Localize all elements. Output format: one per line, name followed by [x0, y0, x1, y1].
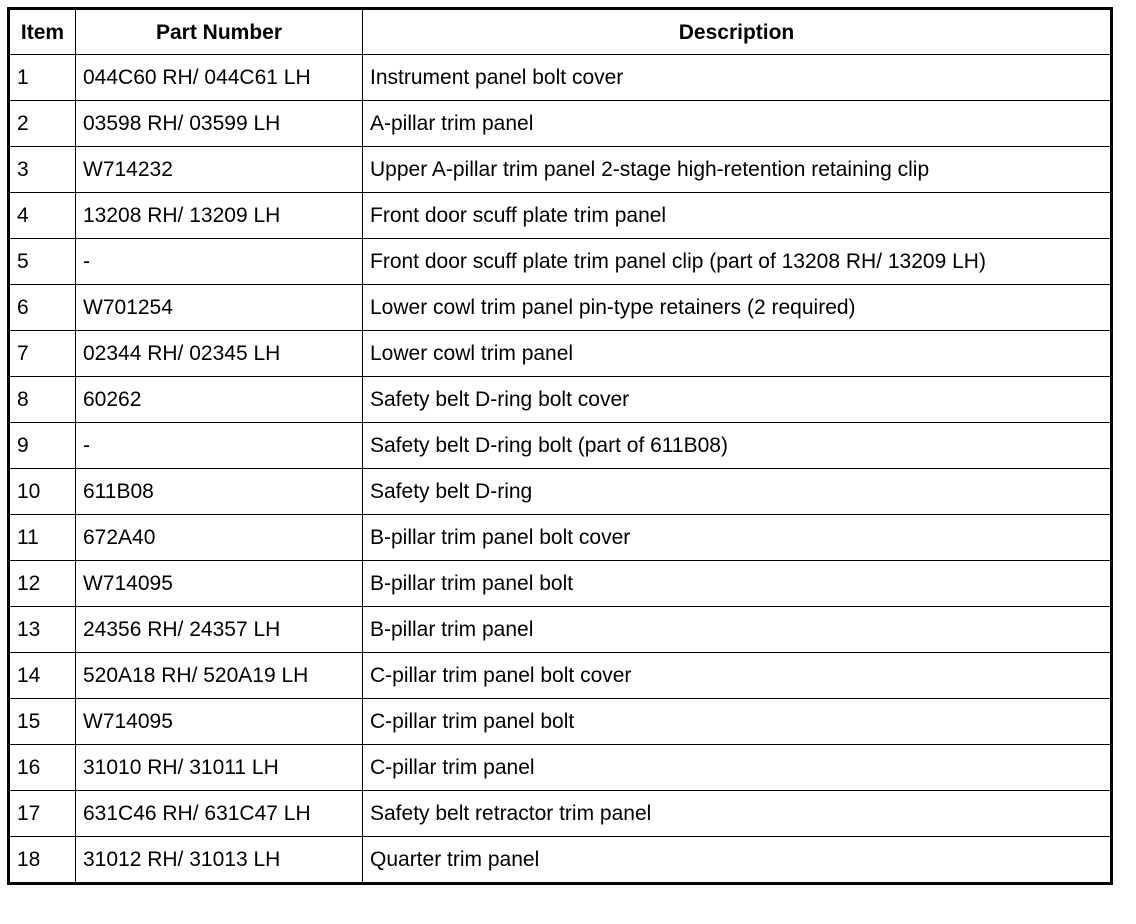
- part-number-cell: 611B08: [76, 469, 363, 515]
- table-row: [9, 331, 1112, 377]
- part-number-cell: W714095: [76, 561, 363, 607]
- part-number-cell: -: [76, 423, 363, 469]
- table-row: [9, 469, 1112, 515]
- item-cell: 6: [9, 285, 76, 331]
- item-cell: 7: [9, 331, 76, 377]
- table-row: [9, 147, 1112, 193]
- header-description: Description: [363, 9, 1112, 55]
- item-cell: 12: [9, 561, 76, 607]
- table-row: [9, 791, 1112, 837]
- part-number-cell: 672A40: [76, 515, 363, 561]
- table-header-row: [9, 9, 1112, 55]
- part-number-cell: 24356 RH/ 24357 LH: [76, 607, 363, 653]
- table-row: [9, 561, 1112, 607]
- item-cell: 17: [9, 791, 76, 837]
- item-cell: 13: [9, 607, 76, 653]
- table-row: [9, 745, 1112, 791]
- item-cell: 18: [9, 837, 76, 884]
- part-number-cell: 31012 RH/ 31013 LH: [76, 837, 363, 884]
- item-cell: 14: [9, 653, 76, 699]
- item-cell: 9: [9, 423, 76, 469]
- table-row: [9, 55, 1112, 101]
- description-cell: C-pillar trim panel bolt cover: [363, 653, 1112, 699]
- part-number-cell: W714232: [76, 147, 363, 193]
- item-cell: 11: [9, 515, 76, 561]
- item-cell: 2: [9, 101, 76, 147]
- item-cell: 10: [9, 469, 76, 515]
- table-row: [9, 285, 1112, 331]
- part-number-cell: 03598 RH/ 03599 LH: [76, 101, 363, 147]
- table-row: [9, 837, 1112, 884]
- table-row: [9, 515, 1112, 561]
- description-cell: Quarter trim panel: [363, 837, 1112, 884]
- description-cell: Upper A-pillar trim panel 2-stage high-retention retaining clip: [363, 147, 1112, 193]
- header-part-number: Part Number: [76, 9, 363, 55]
- table-row: [9, 101, 1112, 147]
- description-cell: A-pillar trim panel: [363, 101, 1112, 147]
- part-number-cell: W701254: [76, 285, 363, 331]
- description-cell: Safety belt D-ring bolt (part of 611B08): [363, 423, 1112, 469]
- parts-table: [7, 7, 1113, 885]
- part-number-cell: 13208 RH/ 13209 LH: [76, 193, 363, 239]
- part-number-cell: 520A18 RH/ 520A19 LH: [76, 653, 363, 699]
- item-cell: 4: [9, 193, 76, 239]
- description-cell: C-pillar trim panel: [363, 745, 1112, 791]
- item-cell: 15: [9, 699, 76, 745]
- part-number-cell: -: [76, 239, 363, 285]
- description-cell: Safety belt D-ring: [363, 469, 1112, 515]
- description-cell: Front door scuff plate trim panel clip (part of 13208 RH/ 13209 LH): [363, 239, 1112, 285]
- table-row: [9, 239, 1112, 285]
- table-row: [9, 193, 1112, 239]
- description-cell: B-pillar trim panel bolt: [363, 561, 1112, 607]
- table-row: [9, 653, 1112, 699]
- part-number-cell: 02344 RH/ 02345 LH: [76, 331, 363, 377]
- description-cell: Safety belt retractor trim panel: [363, 791, 1112, 837]
- part-number-cell: 60262: [76, 377, 363, 423]
- table-row: [9, 423, 1112, 469]
- item-cell: 16: [9, 745, 76, 791]
- table-row: [9, 607, 1112, 653]
- description-cell: C-pillar trim panel bolt: [363, 699, 1112, 745]
- table-row: [9, 699, 1112, 745]
- table-row: [9, 377, 1112, 423]
- description-cell: Lower cowl trim panel: [363, 331, 1112, 377]
- description-cell: Front door scuff plate trim panel: [363, 193, 1112, 239]
- item-cell: 5: [9, 239, 76, 285]
- item-cell: 8: [9, 377, 76, 423]
- part-number-cell: 631C46 RH/ 631C47 LH: [76, 791, 363, 837]
- description-cell: B-pillar trim panel: [363, 607, 1112, 653]
- description-cell: Safety belt D-ring bolt cover: [363, 377, 1112, 423]
- part-number-cell: 31010 RH/ 31011 LH: [76, 745, 363, 791]
- description-cell: B-pillar trim panel bolt cover: [363, 515, 1112, 561]
- part-number-cell: W714095: [76, 699, 363, 745]
- part-number-cell: 044C60 RH/ 044C61 LH: [76, 55, 363, 101]
- description-cell: Instrument panel bolt cover: [363, 55, 1112, 101]
- header-item: Item: [9, 9, 76, 55]
- description-cell: Lower cowl trim panel pin-type retainers (2 required): [363, 285, 1112, 331]
- item-cell: 3: [9, 147, 76, 193]
- item-cell: 1: [9, 55, 76, 101]
